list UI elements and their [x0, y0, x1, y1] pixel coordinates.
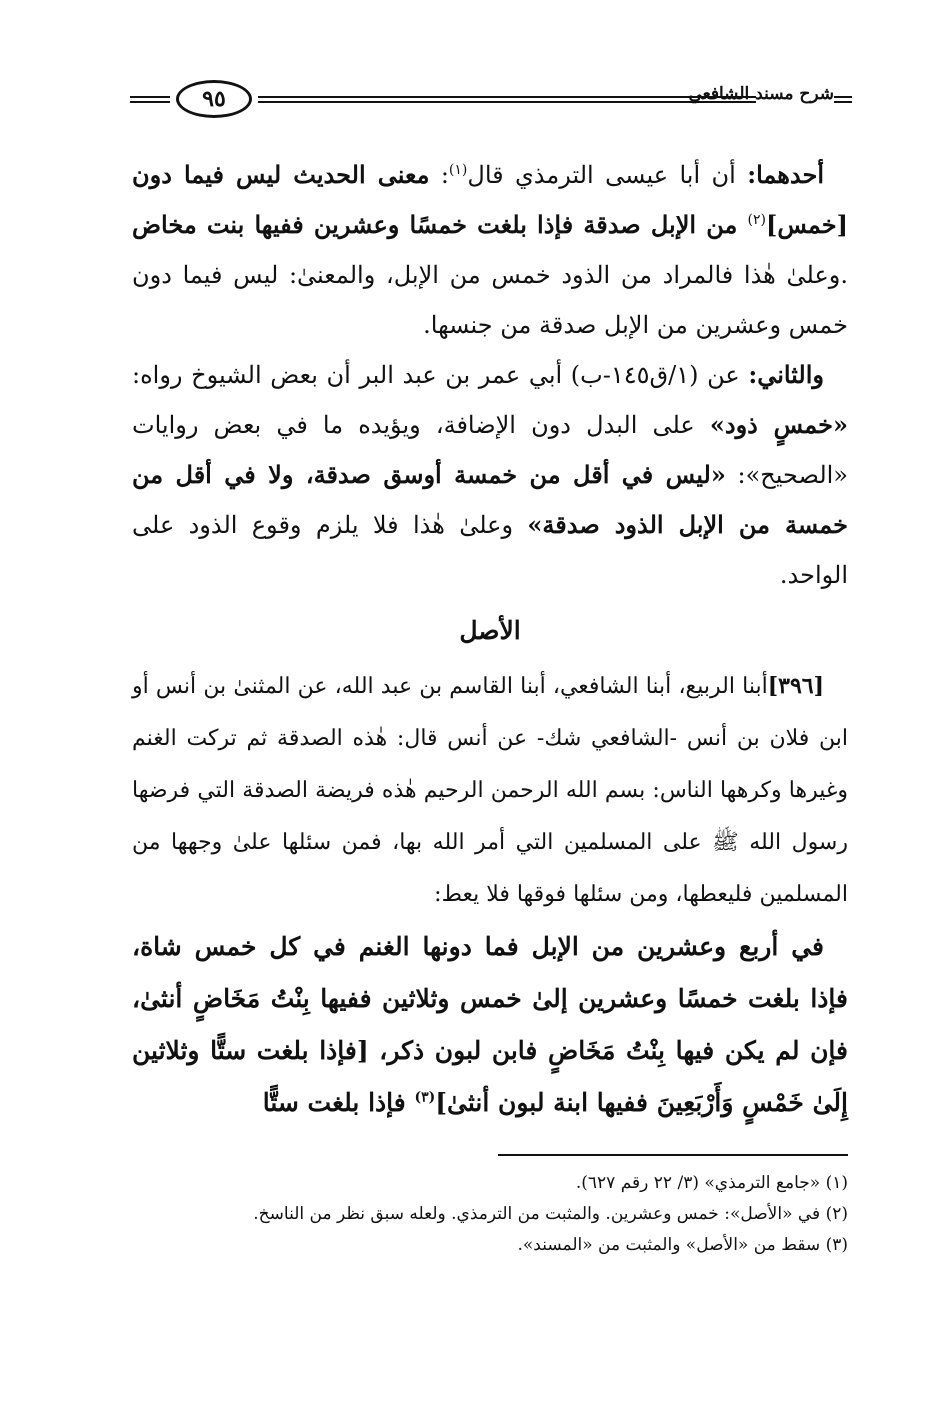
- footnote-1: (١) «جامع الترمذي» (٣/ ٢٢ رقم ٦٢٧).: [575, 1173, 848, 1193]
- running-header: [130, 76, 852, 126]
- page-number: [176, 80, 252, 118]
- footnote-ref[interactable]: (٢): [747, 212, 766, 228]
- footnote-ref[interactable]: (٣): [414, 1089, 436, 1106]
- header-rule-left: [130, 96, 170, 103]
- bold-run: في أربع وعشرين من الإبل فما دونها الغنم في كل خمس شاة، فإذا بلغت خمسًا وعشرين إلىٰ خمس وثلاثين ففيها بِنْتُ مَخَاضٍ أنثىٰ، فإن لم يكن فيها بِنْتُ مَخَاضٍ فابن لبون ذكر، [فإذا بلغت ستًّا وثلاثين إِلَىٰ خَمْسٍ وَأَرْبَعِينَ ففيها ابنة لبون أنثىٰ]: [132, 932, 848, 1117]
- footnotes: [132, 1168, 848, 1261]
- text-run: عن (١/ق١٤٥-ب) أبي عمر بن عبد البر أن بعض الشيوخ رواه:: [132, 361, 749, 389]
- header-rule-right: [834, 96, 852, 103]
- main-text: [132, 150, 848, 1129]
- paragraph-lead: والثاني:: [748, 360, 824, 389]
- text-run: أن أبا عيسى الترمذي قال: [467, 161, 748, 189]
- running-title: شرح مسند الشافعي: [688, 84, 834, 104]
- text-run: وعلىٰ هٰذا فلا يلزم وقوع الذود على الواحد.: [132, 511, 848, 589]
- page-number-text: ٩٥: [202, 86, 226, 112]
- footnote-2: (٢) في «الأصل»: خمس وعشرين. والمثبت من الترمذي. ولعله سبق نظر من الناسخ.: [253, 1204, 848, 1224]
- header-rule-middle: [258, 96, 756, 103]
- footnote-separator: [498, 1154, 848, 1156]
- bold-run: من الإبل صدقة فإذا بلغت خمسًا وعشرين ففيها بنت مخاض: [132, 210, 748, 239]
- paragraph-second-opinion: [132, 350, 848, 600]
- bold-run: معنى الحديث ليس فيما دون [خمس]: [132, 160, 848, 239]
- paragraph-first-opinion: [132, 150, 848, 350]
- bold-run: «خمسٍ ذود»: [709, 410, 848, 439]
- hadith-paragraph: [132, 660, 848, 921]
- hadith-matn: [132, 921, 848, 1129]
- text-run: :: [429, 161, 449, 189]
- footnote-ref[interactable]: (١): [448, 162, 468, 178]
- section-heading: الأصل: [459, 616, 521, 645]
- hadith-chain: أبنا الربيع، أبنا الشافعي، أبنا القاسم بن عبد الله، عن المثنىٰ بن أنس أو ابن فلان بن أنس -الشافعي شك- عن أنس قال: هٰذه الصدقة ثم تركت الغنم وغيرها وكرهها الناس: بسم الله الرحمن الرحيم هٰذه فريضة الصدقة التي فرضها رسول الله ﷺ على المسلمين التي أمر الله بها، فمن سئلها علىٰ وجهها من المسلمين فليعطها، ومن سئلها فوقها فلا يعط:: [132, 674, 848, 907]
- bold-run: «ليس في أقل من خمسة أوسق صدقة، ولا في أقل من خمسة من الإبل الذود صدقة»: [132, 460, 849, 539]
- footnote-3: (٣) سقط من «الأصل» والمثبت من «المسند».: [517, 1235, 848, 1255]
- text-run: على البدل دون الإضافة، ويؤيده ما في بعض روايات «الصحيح»:: [132, 411, 848, 489]
- text-run: .وعلىٰ هٰذا فالمراد من الذود خمس من الإبل، والمعنىٰ: ليس فيما دون خمس وعشرين من الإبل صدقة من جنسها.: [132, 261, 848, 339]
- bold-run: فإذا بلغت ستًّا: [262, 1088, 415, 1117]
- paragraph-lead: أحدهما:: [747, 160, 825, 189]
- hadith-number: [٣٩٦]: [767, 673, 824, 699]
